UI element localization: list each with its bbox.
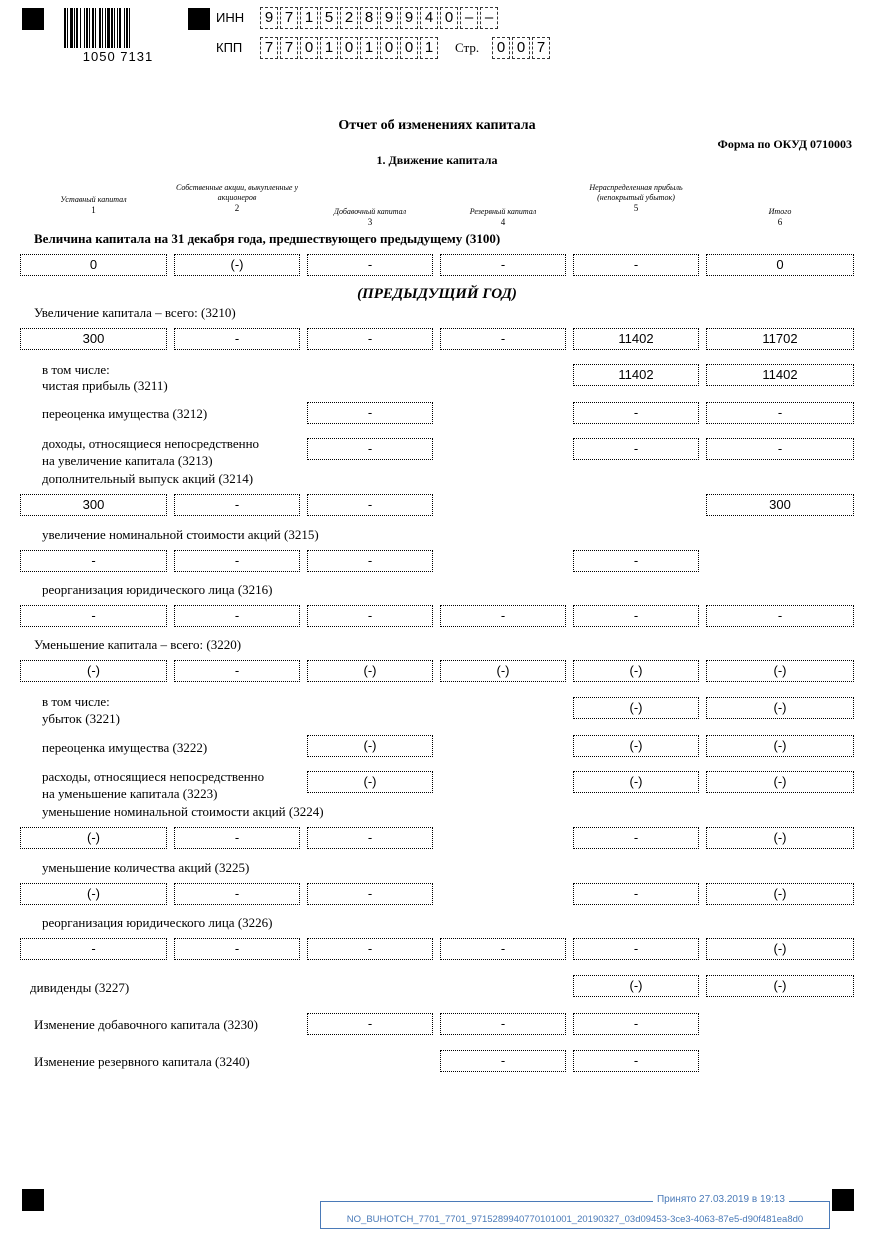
column-header-1 <box>29 195 159 215</box>
inn-cell: 9 <box>260 7 278 29</box>
column-header-6 <box>715 207 845 227</box>
kpp-label: КПП <box>216 40 243 55</box>
barcode-image <box>62 8 172 54</box>
row-label: доходы, относящиеся непосредственно <box>42 436 260 451</box>
row-label: в том числе: <box>42 694 110 709</box>
value-cell-col6: - <box>706 402 854 424</box>
column-header-2 <box>172 183 302 213</box>
row-label: дивиденды (3227) <box>30 980 130 995</box>
row-label: переоценка имущества (3222) <box>42 740 208 755</box>
value-cell-col4: - <box>440 605 566 627</box>
column-header-number: 2 <box>234 203 240 213</box>
column-header-label: Собственные акции, выкупленные у акционеров <box>175 183 299 202</box>
column-header-5 <box>571 183 701 213</box>
row-label: увеличение номинальной стоимости акций (3215) <box>42 527 319 542</box>
kpp-cells <box>260 37 440 59</box>
section-title: 1. Движение капитала <box>376 153 498 167</box>
value-cell-col5: - <box>573 254 699 276</box>
row-label: Изменение добавочного капитала (3230) <box>34 1017 258 1032</box>
value-cell-col3: - <box>307 883 433 905</box>
page-label: Стр. <box>455 40 480 55</box>
inn-cell: 9 <box>400 7 418 29</box>
row-label-line2: на увеличение капитала (3213) <box>42 453 213 468</box>
column-header-number: 1 <box>91 205 96 215</box>
value-cell-col3: - <box>307 1013 433 1035</box>
value-cell-col4: - <box>440 328 566 350</box>
barcode-number: 1050 7131 <box>82 49 154 64</box>
kpp-cell: 1 <box>420 37 438 59</box>
value-cell-col3: - <box>307 254 433 276</box>
inn-cell: 2 <box>340 7 358 29</box>
row-label: уменьшение количества акций (3225) <box>42 860 250 875</box>
value-cell-col6: (-) <box>706 771 854 793</box>
value-cell-col1: - <box>20 938 167 960</box>
value-cell-col1: 300 <box>20 328 167 350</box>
column-header-label: Резервный капитал <box>469 207 537 216</box>
page-cell: 0 <box>492 37 510 59</box>
value-cell-col1: (-) <box>20 660 167 682</box>
value-cell-col6: 300 <box>706 494 854 516</box>
value-cell-col2: - <box>174 328 300 350</box>
row-label: Изменение резервного капитала (3240) <box>34 1054 250 1069</box>
value-cell-col5: (-) <box>573 660 699 682</box>
column-header-number: 5 <box>633 203 639 213</box>
row-label-line2: чистая прибыль (3211) <box>42 378 168 393</box>
row-label: Увеличение капитала – всего: (3210) <box>34 305 236 320</box>
value-cell-col1: (-) <box>20 827 167 849</box>
report-title: Отчет об изменениях капитала <box>338 118 536 133</box>
column-header-label: Нераспределенная прибыль (непокрытый убыток) <box>589 183 683 202</box>
value-cell-col4: (-) <box>440 660 566 682</box>
column-header-label: Добавочный капитал <box>333 207 407 216</box>
inn-cell: 4 <box>420 7 438 29</box>
inn-label: ИНН <box>216 10 245 25</box>
value-cell-col6: (-) <box>706 938 854 960</box>
value-cell-col1: - <box>20 550 167 572</box>
value-cell-col5: (-) <box>573 735 699 757</box>
value-cell-col1: (-) <box>20 883 167 905</box>
value-cell-col5: - <box>573 605 699 627</box>
value-cell-col6: (-) <box>706 660 854 682</box>
column-header-3 <box>305 207 435 227</box>
value-cell-col5: 11402 <box>573 364 699 386</box>
kpp-cell: 7 <box>260 37 278 59</box>
inn-cell: 1 <box>300 7 318 29</box>
column-header-number: 3 <box>367 217 373 227</box>
row-label: в том числе: <box>42 362 110 377</box>
value-cell-col6: - <box>706 438 854 460</box>
row-label-line2: убыток (3221) <box>42 711 120 726</box>
value-cell-col4: - <box>440 1013 566 1035</box>
value-cell-col5: (-) <box>573 771 699 793</box>
value-cell-col3: (-) <box>307 660 433 682</box>
kpp-cell: 1 <box>320 37 338 59</box>
value-cell-col4: - <box>440 1050 566 1072</box>
value-cell-col1: 300 <box>20 494 167 516</box>
kpp-cell: 1 <box>360 37 378 59</box>
row-label-line2: на уменьшение капитала (3223) <box>42 786 218 801</box>
row-label: реорганизация юридического лица (3216) <box>42 582 273 597</box>
value-cell-col3: (-) <box>307 735 433 757</box>
value-cell-col2: - <box>174 883 300 905</box>
value-cell-col3: (-) <box>307 771 433 793</box>
kpp-cell: 0 <box>380 37 398 59</box>
inn-cells <box>260 7 500 29</box>
value-cell-col2: (-) <box>174 254 300 276</box>
row-label: переоценка имущества (3212) <box>42 406 208 421</box>
value-cell-col3: - <box>307 827 433 849</box>
value-cell-col5: (-) <box>573 697 699 719</box>
value-cell-col5: 11402 <box>573 328 699 350</box>
corner-marker-top-mid <box>188 8 210 30</box>
corner-marker-bottom-right <box>832 1189 854 1211</box>
value-cell-col5: - <box>573 1013 699 1035</box>
value-cell-col6: 0 <box>706 254 854 276</box>
column-header-4 <box>438 207 568 227</box>
value-cell-col6: 11702 <box>706 328 854 350</box>
file-identifier: NO_BUHOTCH_7701_7701_9715289940770101001_20190327_03d09453-3ce3-4063-87e5-d90f481ea8d0 <box>346 1214 804 1225</box>
inn-cell: 8 <box>360 7 378 29</box>
value-cell-col6: (-) <box>706 827 854 849</box>
column-header-label: Уставный капитал <box>60 195 127 204</box>
value-cell-col2: - <box>174 938 300 960</box>
value-cell-col5: - <box>573 402 699 424</box>
kpp-cell: 0 <box>400 37 418 59</box>
row-label: реорганизация юридического лица (3226) <box>42 915 273 930</box>
value-cell-col3: - <box>307 494 433 516</box>
corner-marker-top-left <box>22 8 44 30</box>
page-cell: 7 <box>532 37 550 59</box>
value-cell-col4: - <box>440 254 566 276</box>
value-cell-col5: (-) <box>573 975 699 997</box>
page-cell: 0 <box>512 37 530 59</box>
inn-cell: 9 <box>380 7 398 29</box>
kpp-cell: 7 <box>280 37 298 59</box>
row-label: дополнительный выпуск акций (3214) <box>42 471 254 486</box>
form-code: Форма по ОКУД 0710003 <box>717 137 852 151</box>
value-cell-col6: - <box>706 605 854 627</box>
value-cell-col2: - <box>174 605 300 627</box>
column-header-label: Итого <box>768 207 792 216</box>
value-cell-col6: 11402 <box>706 364 854 386</box>
value-cell-col6: (-) <box>706 883 854 905</box>
row-label: расходы, относящиеся непосредственно <box>42 769 265 784</box>
row-label: Величина капитала на 31 декабря года, предшествующего предыдущему (3100) <box>34 231 501 246</box>
value-cell-col6: (-) <box>706 975 854 997</box>
value-cell-col5: - <box>573 438 699 460</box>
value-cell-col5: - <box>573 938 699 960</box>
value-cell-col2: - <box>174 827 300 849</box>
kpp-cell: 0 <box>340 37 358 59</box>
value-cell-col6: (-) <box>706 697 854 719</box>
value-cell-col3: - <box>307 605 433 627</box>
value-cell-col5: - <box>573 827 699 849</box>
acceptance-stamp <box>320 1194 830 1229</box>
value-cell-col3: - <box>307 550 433 572</box>
inn-cell: – <box>480 7 498 29</box>
year-label: (ПРЕДЫДУЩИЙ ГОД) <box>357 286 517 302</box>
page-cells <box>492 37 552 59</box>
value-cell-col4: - <box>440 938 566 960</box>
row-label: Уменьшение капитала – всего: (3220) <box>34 637 242 652</box>
inn-cell: 0 <box>440 7 458 29</box>
inn-cell: – <box>460 7 478 29</box>
value-cell-col3: - <box>307 938 433 960</box>
value-cell-col1: - <box>20 605 167 627</box>
column-header-number: 6 <box>777 217 783 227</box>
inn-cell: 7 <box>280 7 298 29</box>
value-cell-col3: - <box>307 438 433 460</box>
column-header-number: 4 <box>500 217 506 227</box>
kpp-cell: 0 <box>300 37 318 59</box>
value-cell-col3: - <box>307 402 433 424</box>
value-cell-col6: (-) <box>706 735 854 757</box>
row-label: уменьшение номинальной стоимости акций (3224) <box>42 804 324 819</box>
value-cell-col2: - <box>174 550 300 572</box>
value-cell-col5: - <box>573 883 699 905</box>
acceptance-date: Принято 27.03.2019 в 19:13 <box>653 1194 789 1205</box>
corner-marker-bottom-left <box>22 1189 44 1211</box>
value-cell-col5: - <box>573 1050 699 1072</box>
value-cell-col2: - <box>174 660 300 682</box>
value-cell-col2: - <box>174 494 300 516</box>
value-cell-col3: - <box>307 328 433 350</box>
value-cell-col1: 0 <box>20 254 167 276</box>
inn-cell: 5 <box>320 7 338 29</box>
value-cell-col5: - <box>573 550 699 572</box>
